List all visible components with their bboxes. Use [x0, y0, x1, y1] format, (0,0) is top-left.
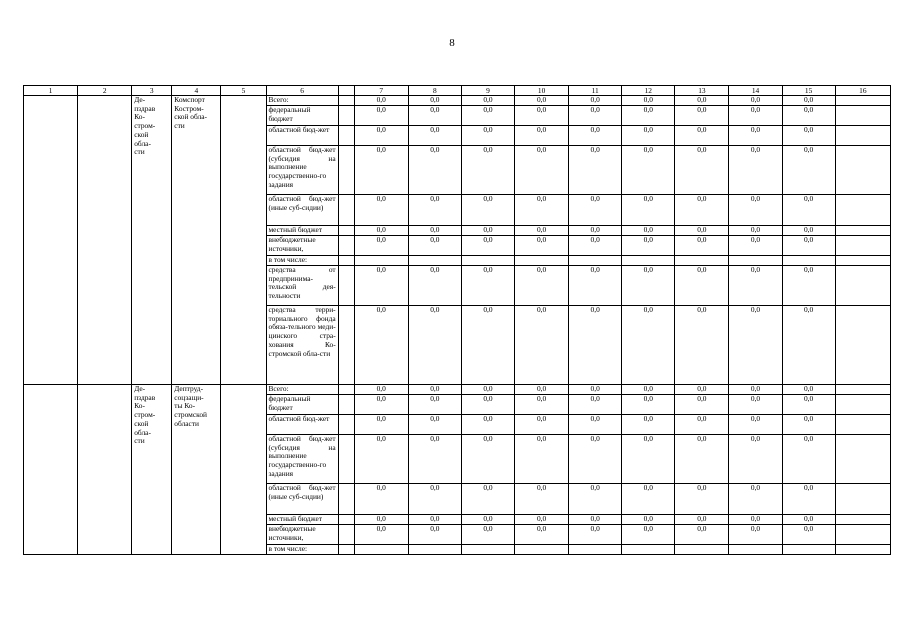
col16-cell — [835, 484, 890, 515]
budget-table — [23, 85, 891, 555]
spacer-cell — [338, 96, 354, 106]
value-cell: 0,0 — [408, 515, 461, 525]
value-cell: 0,0 — [729, 266, 782, 306]
col2-cell — [78, 385, 132, 555]
value-cell: 0,0 — [515, 96, 569, 106]
value-cell: 0,0 — [354, 385, 408, 395]
col16-cell — [835, 106, 890, 126]
col16-cell — [835, 385, 890, 395]
value-cell: 0,0 — [729, 435, 782, 484]
table-row — [24, 385, 891, 395]
spacer-cell — [338, 106, 354, 126]
funding-source-label: федеральный бюджет — [266, 395, 338, 415]
value-cell: 0,0 — [782, 126, 835, 146]
funding-source-label: Всего: — [266, 385, 338, 395]
value-cell: 0,0 — [354, 435, 408, 484]
value-cell: 0,0 — [461, 226, 514, 236]
value-cell: 0,0 — [461, 126, 514, 146]
value-cell: 0,0 — [729, 306, 782, 385]
value-cell: 0,0 — [729, 395, 782, 415]
value-cell: 0,0 — [729, 146, 782, 195]
value-cell: 0,0 — [622, 385, 675, 395]
value-cell: 0,0 — [622, 525, 675, 545]
value-cell: 0,0 — [354, 395, 408, 415]
value-cell: 0,0 — [729, 96, 782, 106]
value-cell: 0,0 — [675, 415, 729, 435]
value-cell: 0,0 — [515, 385, 569, 395]
value-cell: 0,0 — [461, 525, 514, 545]
value-cell: 0,0 — [354, 266, 408, 306]
value-cell: 0,0 — [515, 236, 569, 256]
header-cell — [338, 86, 354, 96]
value-cell: 0,0 — [461, 306, 514, 385]
value-cell — [461, 545, 514, 555]
value-cell: 0,0 — [408, 306, 461, 385]
value-cell: 0,0 — [675, 515, 729, 525]
spacer-cell — [338, 435, 354, 484]
spacer-cell — [338, 515, 354, 525]
col16-cell — [835, 515, 890, 525]
value-cell: 0,0 — [354, 306, 408, 385]
funding-source-label: областной бюд-жет — [266, 415, 338, 435]
value-cell: 0,0 — [622, 395, 675, 415]
col16-cell — [835, 126, 890, 146]
value-cell: 0,0 — [408, 385, 461, 395]
value-cell: 0,0 — [782, 146, 835, 195]
value-cell: 0,0 — [515, 146, 569, 195]
funding-source-label: областной бюд-жет (иные суб-сидии) — [266, 484, 338, 515]
value-cell: 0,0 — [461, 236, 514, 256]
funding-source-label: областной бюд-жет — [266, 126, 338, 146]
value-cell: 0,0 — [408, 106, 461, 126]
value-cell: 0,0 — [515, 435, 569, 484]
col2-cell — [78, 96, 132, 385]
value-cell: 0,0 — [729, 415, 782, 435]
value-cell: 0,0 — [408, 415, 461, 435]
value-cell: 0,0 — [729, 106, 782, 126]
value-cell: 0,0 — [408, 96, 461, 106]
col16-cell — [835, 226, 890, 236]
value-cell: 0,0 — [569, 96, 622, 106]
value-cell — [622, 545, 675, 555]
funding-source-label: внебюджетные источники, — [266, 525, 338, 545]
value-cell — [729, 545, 782, 555]
funding-source-label: в том числе: — [266, 256, 338, 266]
value-cell: 0,0 — [675, 236, 729, 256]
value-cell — [729, 256, 782, 266]
header-cell: 15 — [782, 86, 835, 96]
value-cell: 0,0 — [515, 226, 569, 236]
value-cell: 0,0 — [461, 484, 514, 515]
coexecutor-cell: Комспорт Костром- ской обла- сти — [172, 96, 221, 385]
value-cell: 0,0 — [515, 415, 569, 435]
value-cell: 0,0 — [569, 146, 622, 195]
value-cell: 0,0 — [461, 96, 514, 106]
spacer-cell — [338, 415, 354, 435]
value-cell: 0,0 — [675, 484, 729, 515]
col16-cell — [835, 435, 890, 484]
value-cell: 0,0 — [782, 484, 835, 515]
value-cell: 0,0 — [729, 515, 782, 525]
spacer-cell — [338, 385, 354, 395]
value-cell: 0,0 — [729, 195, 782, 226]
value-cell: 0,0 — [515, 525, 569, 545]
spacer-cell — [338, 236, 354, 256]
value-cell — [622, 256, 675, 266]
value-cell: 0,0 — [569, 126, 622, 146]
value-cell: 0,0 — [569, 306, 622, 385]
value-cell: 0,0 — [569, 106, 622, 126]
value-cell: 0,0 — [461, 415, 514, 435]
value-cell: 0,0 — [782, 435, 835, 484]
value-cell: 0,0 — [675, 126, 729, 146]
value-cell: 0,0 — [675, 385, 729, 395]
header-cell: 3 — [132, 86, 172, 96]
value-cell: 0,0 — [622, 226, 675, 236]
funding-source-label: областной бюд-жет (иные суб-сидии) — [266, 195, 338, 226]
value-cell: 0,0 — [354, 515, 408, 525]
spacer-cell — [338, 126, 354, 146]
spacer-cell — [338, 306, 354, 385]
value-cell: 0,0 — [622, 146, 675, 195]
value-cell: 0,0 — [729, 385, 782, 395]
funding-source-label: федеральный бюджет — [266, 106, 338, 126]
value-cell: 0,0 — [782, 415, 835, 435]
header-row — [24, 86, 891, 96]
header-cell: 16 — [835, 86, 890, 96]
value-cell: 0,0 — [408, 266, 461, 306]
header-cell: 2 — [78, 86, 132, 96]
value-cell: 0,0 — [729, 226, 782, 236]
page-number: 8 — [449, 37, 455, 49]
value-cell: 0,0 — [782, 515, 835, 525]
col16-cell — [835, 266, 890, 306]
col16-cell — [835, 146, 890, 195]
value-cell: 0,0 — [675, 525, 729, 545]
funding-source-label: средства терри-ториального фонда обяза-тельного меди-цинского стра-хования Ко-стромской обла-сти — [266, 306, 338, 385]
spacer-cell — [338, 256, 354, 266]
value-cell: 0,0 — [782, 96, 835, 106]
col16-cell — [835, 256, 890, 266]
executor-cell: Де- пздрав Ко- стром- ской обла- сти — [132, 96, 172, 385]
value-cell: 0,0 — [515, 484, 569, 515]
spacer-cell — [338, 266, 354, 306]
funding-source-label: внебюджетные источники, — [266, 236, 338, 256]
col5-cell — [221, 385, 266, 555]
value-cell: 0,0 — [569, 415, 622, 435]
value-cell: 0,0 — [569, 236, 622, 256]
value-cell: 0,0 — [408, 236, 461, 256]
value-cell: 0,0 — [675, 96, 729, 106]
spacer-cell — [338, 484, 354, 515]
value-cell: 0,0 — [461, 395, 514, 415]
value-cell: 0,0 — [782, 236, 835, 256]
value-cell: 0,0 — [675, 146, 729, 195]
value-cell: 0,0 — [622, 236, 675, 256]
value-cell: 0,0 — [354, 484, 408, 515]
header-cell: 13 — [675, 86, 729, 96]
value-cell: 0,0 — [408, 525, 461, 545]
funding-source-label: областной бюд-жет (субсидия на выполнение государственно-го задания — [266, 435, 338, 484]
value-cell: 0,0 — [515, 515, 569, 525]
value-cell: 0,0 — [515, 395, 569, 415]
value-cell: 0,0 — [675, 306, 729, 385]
value-cell: 0,0 — [675, 395, 729, 415]
value-cell: 0,0 — [622, 435, 675, 484]
table-row — [24, 96, 891, 106]
value-cell: 0,0 — [569, 266, 622, 306]
value-cell: 0,0 — [729, 484, 782, 515]
value-cell: 0,0 — [569, 525, 622, 545]
spacer-cell — [338, 226, 354, 236]
value-cell — [782, 256, 835, 266]
header-cell: 4 — [172, 86, 221, 96]
value-cell: 0,0 — [354, 195, 408, 226]
spacer-cell — [338, 395, 354, 415]
value-cell — [408, 256, 461, 266]
col16-cell — [835, 395, 890, 415]
value-cell: 0,0 — [569, 484, 622, 515]
value-cell: 0,0 — [354, 525, 408, 545]
value-cell: 0,0 — [569, 195, 622, 226]
value-cell: 0,0 — [569, 435, 622, 484]
value-cell: 0,0 — [461, 106, 514, 126]
value-cell: 0,0 — [782, 226, 835, 236]
col1-cell — [24, 385, 78, 555]
spacer-cell — [338, 545, 354, 555]
value-cell: 0,0 — [675, 226, 729, 236]
value-cell: 0,0 — [782, 385, 835, 395]
value-cell: 0,0 — [622, 96, 675, 106]
col16-cell — [835, 415, 890, 435]
value-cell: 0,0 — [408, 146, 461, 195]
value-cell: 0,0 — [354, 126, 408, 146]
value-cell: 0,0 — [782, 525, 835, 545]
header-cell: 11 — [569, 86, 622, 96]
value-cell: 0,0 — [408, 126, 461, 146]
value-cell — [569, 545, 622, 555]
value-cell: 0,0 — [515, 266, 569, 306]
col16-cell — [835, 545, 890, 555]
value-cell: 0,0 — [782, 266, 835, 306]
header-cell: 5 — [221, 86, 266, 96]
executor-cell: Де- пздрав Ко- стром- ской обла- сти — [132, 385, 172, 555]
value-cell: 0,0 — [354, 96, 408, 106]
value-cell: 0,0 — [569, 385, 622, 395]
value-cell: 0,0 — [461, 385, 514, 395]
value-cell: 0,0 — [354, 106, 408, 126]
value-cell: 0,0 — [461, 146, 514, 195]
value-cell — [675, 256, 729, 266]
funding-source-label: местный бюджет — [266, 226, 338, 236]
value-cell: 0,0 — [782, 395, 835, 415]
col16-cell — [835, 306, 890, 385]
value-cell: 0,0 — [675, 435, 729, 484]
header-cell: 8 — [408, 86, 461, 96]
value-cell: 0,0 — [461, 266, 514, 306]
value-cell: 0,0 — [408, 226, 461, 236]
value-cell: 0,0 — [354, 226, 408, 236]
value-cell: 0,0 — [515, 126, 569, 146]
value-cell: 0,0 — [675, 195, 729, 226]
value-cell: 0,0 — [408, 435, 461, 484]
col1-cell — [24, 96, 78, 385]
col16-cell — [835, 195, 890, 226]
value-cell: 0,0 — [461, 515, 514, 525]
value-cell: 0,0 — [354, 415, 408, 435]
value-cell: 0,0 — [622, 484, 675, 515]
value-cell: 0,0 — [622, 126, 675, 146]
value-cell: 0,0 — [782, 195, 835, 226]
spacer-cell — [338, 525, 354, 545]
value-cell — [569, 256, 622, 266]
funding-source-label: областной бюд-жет (субсидия на выполнение государственно-го задания — [266, 146, 338, 195]
value-cell — [782, 545, 835, 555]
value-cell: 0,0 — [622, 195, 675, 226]
header-cell: 12 — [622, 86, 675, 96]
value-cell — [675, 545, 729, 555]
col16-cell — [835, 96, 890, 106]
funding-source-label: Всего: — [266, 96, 338, 106]
value-cell: 0,0 — [729, 126, 782, 146]
header-cell: 14 — [729, 86, 782, 96]
value-cell: 0,0 — [622, 306, 675, 385]
value-cell: 0,0 — [622, 106, 675, 126]
value-cell: 0,0 — [729, 525, 782, 545]
value-cell: 0,0 — [782, 106, 835, 126]
coexecutor-cell: Дептруд- соцзащи- ты Ко- стромской области — [172, 385, 221, 555]
value-cell: 0,0 — [782, 306, 835, 385]
value-cell: 0,0 — [569, 226, 622, 236]
funding-source-label: в том числе: — [266, 545, 338, 555]
value-cell: 0,0 — [354, 146, 408, 195]
value-cell — [515, 545, 569, 555]
value-cell: 0,0 — [622, 266, 675, 306]
funding-source-label: средства от предпринима-тельской дея-тельности — [266, 266, 338, 306]
value-cell: 0,0 — [408, 395, 461, 415]
value-cell — [515, 256, 569, 266]
header-cell: 7 — [354, 86, 408, 96]
value-cell: 0,0 — [675, 106, 729, 126]
value-cell: 0,0 — [675, 266, 729, 306]
value-cell: 0,0 — [515, 106, 569, 126]
col5-cell — [221, 96, 266, 385]
value-cell — [354, 256, 408, 266]
funding-source-label: местный бюджет — [266, 515, 338, 525]
header-cell: 1 — [24, 86, 78, 96]
col16-cell — [835, 525, 890, 545]
header-cell: 10 — [515, 86, 569, 96]
value-cell — [408, 545, 461, 555]
col16-cell — [835, 236, 890, 256]
spacer-cell — [338, 146, 354, 195]
spacer-cell — [338, 195, 354, 226]
header-cell: 9 — [461, 86, 514, 96]
header-cell: 6 — [266, 86, 338, 96]
value-cell: 0,0 — [408, 484, 461, 515]
value-cell: 0,0 — [622, 515, 675, 525]
value-cell: 0,0 — [515, 195, 569, 226]
value-cell: 0,0 — [354, 236, 408, 256]
value-cell: 0,0 — [515, 306, 569, 385]
value-cell: 0,0 — [461, 435, 514, 484]
value-cell: 0,0 — [622, 415, 675, 435]
value-cell — [354, 545, 408, 555]
value-cell: 0,0 — [569, 395, 622, 415]
value-cell: 0,0 — [569, 515, 622, 525]
value-cell: 0,0 — [461, 195, 514, 226]
value-cell: 0,0 — [729, 236, 782, 256]
value-cell: 0,0 — [408, 195, 461, 226]
value-cell — [461, 256, 514, 266]
